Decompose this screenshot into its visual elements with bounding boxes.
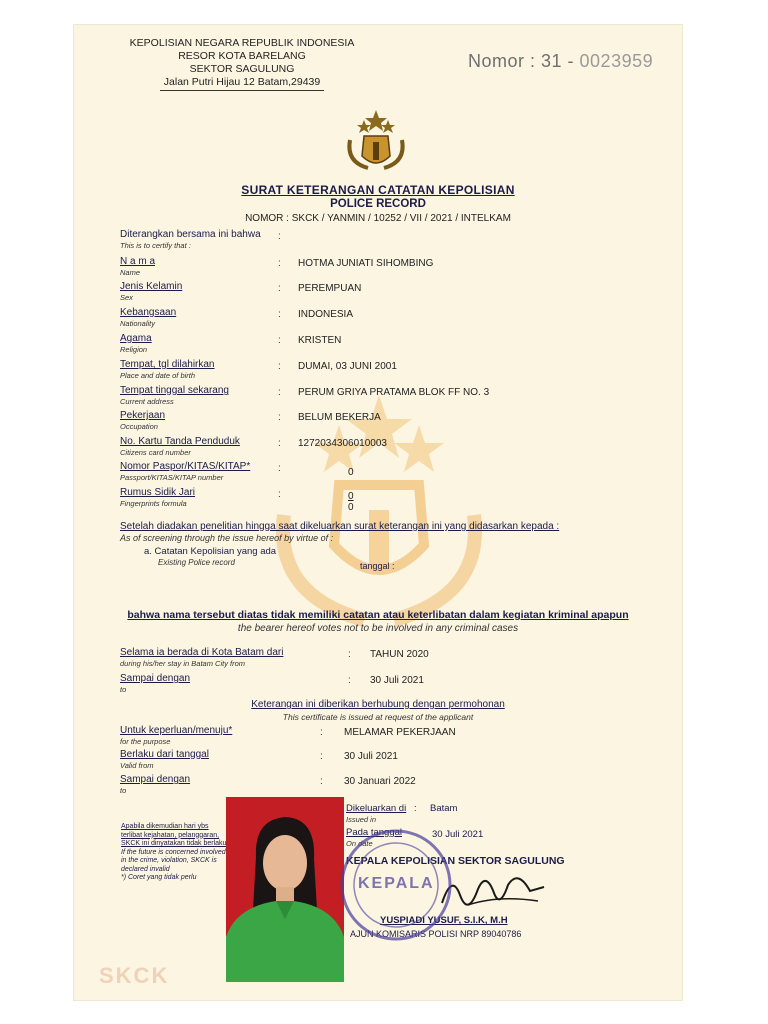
field-label: Selama ia berada di Kota Batam dari [120, 647, 284, 658]
field-passport: Nomor Paspor/KITAS/KITAP* Passport/KITAS/KITAP number : 0 [120, 461, 354, 482]
field-sub: Fingerprints formula [120, 499, 187, 508]
screening-item-a-en: Existing Police record [158, 558, 235, 567]
official-stamp [336, 825, 456, 945]
stamp-text: KEPALA [358, 875, 435, 892]
field-value: HOTMA JUNIATI SIHOMBING [298, 258, 434, 269]
field-value: 30 Juli 2021 [344, 751, 398, 762]
fingerprint-value-2: 0 [348, 502, 354, 513]
field-value: 1272034306010003 [298, 438, 387, 449]
statement-main: bahwa nama tersebut diatas tidak memiliki catatan atau keterlibatan dalam kegiatan kriminal apapun [127, 609, 629, 621]
field-id-card: No. Kartu Tanda Penduduk Citizens card number : 1272034306010003 [120, 436, 387, 457]
serial-label: Nomor : 31 - [468, 51, 580, 71]
issue-date-label: Pada tanggal [346, 827, 402, 838]
field-label: Pekerjaan [120, 410, 166, 421]
field-label: N a m a [120, 256, 156, 267]
screening-text: Setelah diadakan penelitian hingga saat dikeluarkan surat keterangan ini yang didasarkan kepada : [120, 521, 560, 532]
header-address: Jalan Putri Hijau 12 Batam,29439 [160, 76, 324, 91]
serial-number [468, 51, 653, 72]
issuance-signature-block: Dikeluarkan di Issued in : Batam Pada tanggal On date 30 Juli 2021 KEPALA KEPOLISIAN SEKTOR SAGULUNG YUSPIADI YUSUF, S.I.K, M.H AJUN KOMISARIS POLISI NRP 89040786 [346, 803, 565, 939]
field-sub: Sex [120, 293, 133, 302]
field-nationality: Kebangsaan Nationality : INDONESIA [120, 307, 354, 328]
field-religion: Agama Religion : KRISTEN [120, 333, 342, 354]
field-value: PERUM GRIYA PRATAMA BLOK FF NO. 3 [298, 387, 490, 398]
stay-to: Sampai dengan to : 30 Juli 2021 [120, 673, 424, 694]
applicant-photo [226, 797, 344, 982]
issuing-office-header [122, 37, 362, 91]
stay-from: Selama ia berada di Kota Batam dari during his/her stay in Batam City from : TAHUN 2020 [120, 647, 429, 668]
field-value: TAHUN 2020 [370, 649, 429, 660]
field-value: 30 Januari 2022 [344, 776, 416, 787]
field-value: 0 [348, 491, 354, 502]
field-label: Agama [120, 333, 152, 344]
field-label: Kebangsaan [120, 307, 177, 318]
request-sub: This certificate is issued at request of the applicant [282, 712, 474, 722]
issued-in-sub: Issued in [346, 815, 377, 824]
screening-item-a: a. Catatan Kepolisian yang ada [144, 546, 277, 557]
field-label: Tempat tinggal sekarang [120, 385, 229, 396]
field-label: Jenis Kelamin [120, 281, 183, 292]
field-sub: to [120, 685, 127, 694]
field-label: Untuk keperluan/menuju* [120, 725, 233, 736]
field-value: 30 Juli 2021 [370, 675, 424, 686]
valid-from-row: Berlaku dari tanggal Valid from : 30 Juli 2021 [120, 749, 398, 770]
field-value: BELUM BEKERJA [298, 412, 381, 423]
field-sub: to [120, 786, 127, 795]
field-sub: for the purpose [120, 737, 171, 746]
screening-text-en: As of screening through the issue hereof by virtue of : [120, 533, 334, 543]
field-value: INDONESIA [298, 309, 354, 320]
field-value: KRISTEN [298, 335, 342, 346]
skck-mark: SKCK [99, 963, 170, 988]
field-sub: Nationality [120, 319, 156, 328]
document-number: NOMOR : SKCK / YANMIN / 10252 / VII / 2021 / INTELKAM [245, 213, 511, 224]
field-birth: Tempat, tgl dilahirkan Place and date of birth : DUMAI, 03 JUNI 2001 [120, 359, 397, 380]
field-sub: Place and date of birth [120, 371, 196, 380]
issue-date-value: 30 Juli 2021 [432, 829, 484, 840]
applicant-portrait-image [226, 797, 344, 982]
field-sub: Citizens card number [120, 448, 191, 457]
purpose-row: Untuk keperluan/menuju* for the purpose : MELAMAR PEKERJAAN [120, 725, 456, 746]
field-sub: Occupation [120, 422, 158, 431]
header-line-2: RESOR KOTA BARELANG [178, 50, 306, 62]
field-label: Sampai dengan [120, 774, 191, 785]
police-emblem-icon [336, 110, 416, 172]
field-sub: Passport/KITAS/KITAP number [120, 473, 224, 482]
tanggal-label: tanggal : [360, 561, 395, 571]
issuing-officer-title: KEPALA KEPOLISIAN SEKTOR SAGULUNG [346, 855, 565, 867]
statement-sub: the bearer hereof votes not to be involved in any criminal cases [237, 623, 519, 634]
field-sex: Jenis Kelamin Sex : PEREMPUAN [120, 281, 362, 302]
field-occupation: Pekerjaan Occupation : BELUM BEKERJA [120, 410, 381, 431]
valid-to-row: Sampai dengan to : 30 Januari 2022 [120, 774, 416, 795]
document-subtitle: POLICE RECORD [330, 198, 426, 210]
intro-sub: This is to certify that : [120, 241, 191, 250]
field-sub: Valid from [120, 761, 154, 770]
field-value: PEREMPUAN [298, 283, 362, 294]
field-value: 0 [348, 467, 354, 478]
issued-in-value: Batam [430, 803, 458, 814]
field-sub: during his/her stay in Batam City from [120, 659, 246, 668]
field-label: Sampai dengan [120, 673, 191, 684]
validity-note [121, 823, 229, 883]
field-name: N a m a Name : HOTMA JUNIATI SIHOMBING [120, 256, 434, 277]
document-title: SURAT KETERANGAN CATATAN KEPOLISIAN [241, 183, 515, 197]
header-line-3: SEKTOR SAGULUNG [189, 63, 295, 75]
intro-row: Diterangkan bersama ini bahwa This is to certify that : : [120, 229, 281, 250]
note-id: Apabila dikemudian hari ybs terlibat kejahatan, pelanggaran, SKCK ini dinyatakan tidak berlaku [121, 823, 227, 847]
field-label: No. Kartu Tanda Penduduk [120, 436, 240, 447]
field-sub: Religion [120, 345, 148, 354]
field-label: Rumus Sidik Jari [120, 487, 196, 498]
intro-label: Diterangkan bersama ini bahwa [120, 229, 261, 240]
field-label: Tempat, tgl dilahirkan [120, 359, 215, 370]
field-sub: Name [120, 268, 141, 277]
officer-name: YUSPIADI YUSUF, S.I.K, M.H [380, 915, 508, 926]
note-en: If the future is concerned involved in the crime, violation, SKCK is declared invalid [121, 848, 226, 873]
header-line-1: KEPOLISIAN NEGARA REPUBLIK INDONESIA [129, 37, 355, 49]
field-value: MELAMAR PEKERJAAN [344, 727, 456, 738]
field-label: Berlaku dari tanggal [120, 749, 209, 760]
field-fingerprint: Rumus Sidik Jari Fingerprints formula : 0 0 [120, 487, 354, 513]
note-footnote: *) Coret yang tidak perlu [121, 874, 197, 881]
issue-date-sub: On date [346, 839, 373, 848]
field-value: DUMAI, 03 JUNI 2001 [298, 361, 397, 372]
serial-value: 0023959 [579, 51, 654, 71]
officer-rank: AJUN KOMISARIS POLISI NRP 89040786 [350, 929, 522, 939]
request-main: Keterangan ini diberikan berhubung dengan permohonan [251, 699, 505, 710]
field-address: Tempat tinggal sekarang Current address : PERUM GRIYA PRATAMA BLOK FF NO. 3 [120, 385, 490, 406]
police-record-document [74, 25, 682, 1000]
issued-in-label: Dikeluarkan di [346, 803, 407, 814]
field-sub: Current address [120, 397, 174, 406]
field-label: Nomor Paspor/KITAS/KITAP* [120, 461, 251, 472]
